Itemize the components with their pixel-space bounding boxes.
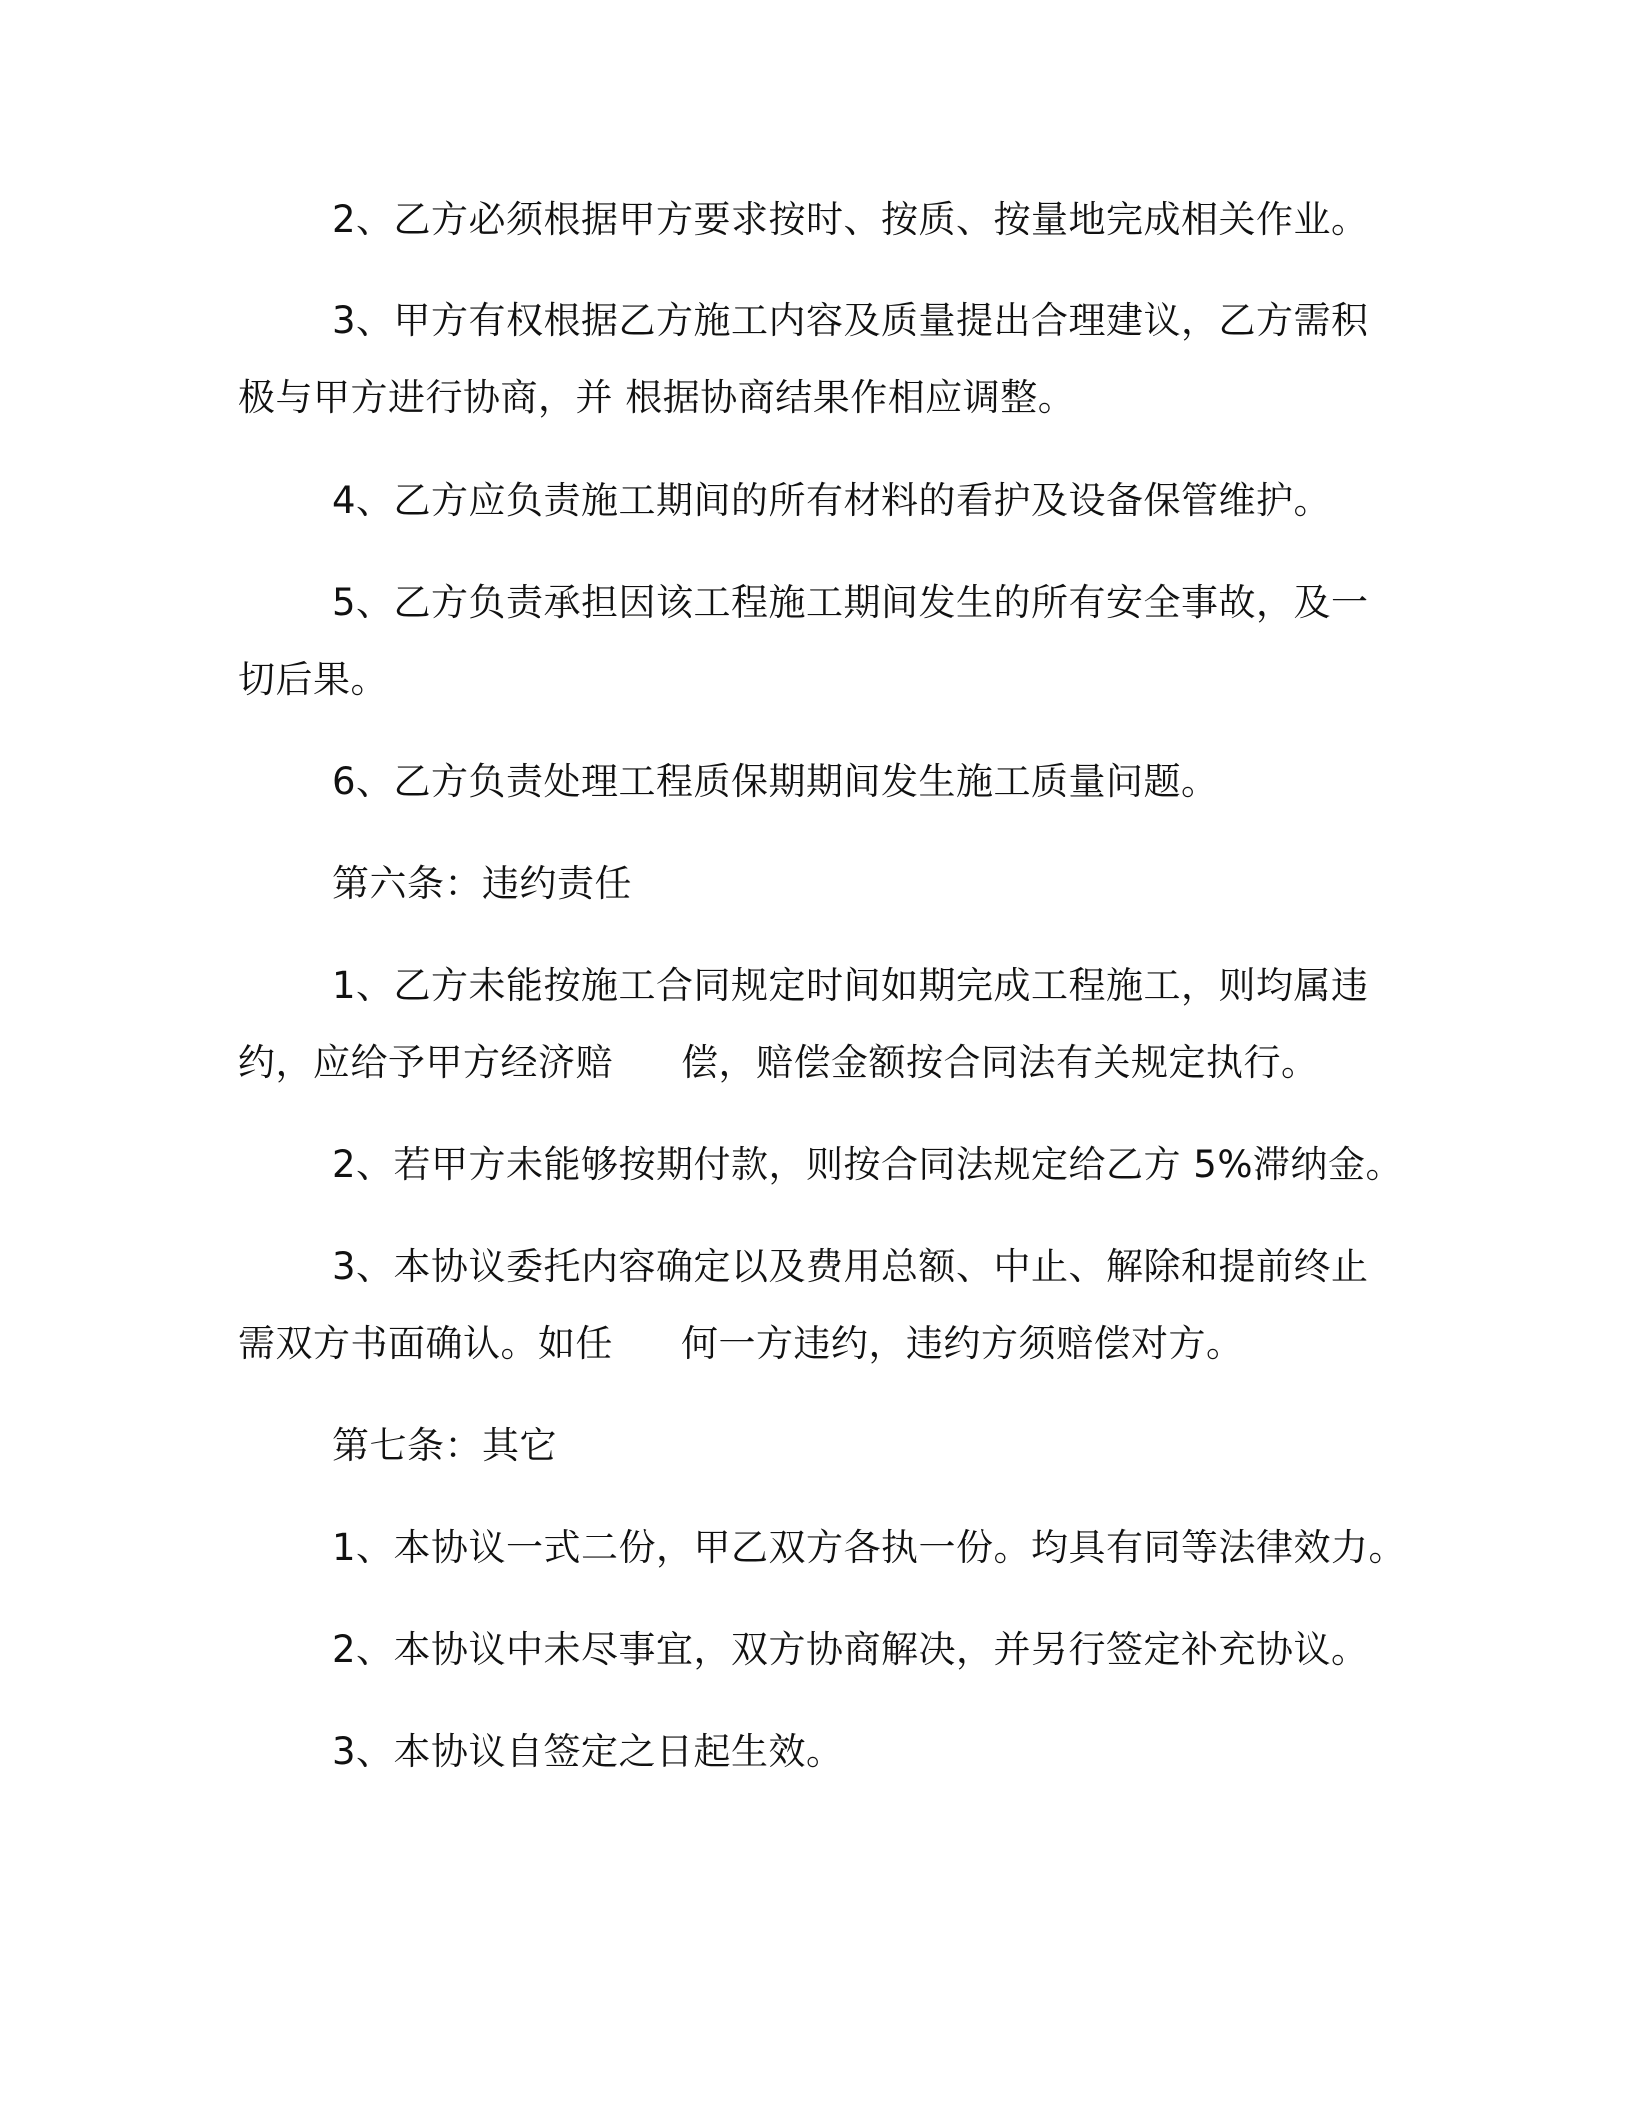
- article-7-item-3: 3、本协议自签定之日起生效。: [332, 1730, 844, 1773]
- article-7-heading: 第七条：其它: [332, 1424, 557, 1467]
- clause-5-item-5-line-2: 切后果。: [238, 658, 388, 701]
- article-6-heading: 第六条：违约责任: [332, 862, 632, 905]
- article-6-item-1-line-2-part-2: 偿，赔偿金额按合同法有关规定执行。: [681, 1041, 1319, 1084]
- clause-5-item-3-line-1: 3、甲方有权根据乙方施工内容及质量提出合理建议，乙方需积: [332, 299, 1369, 342]
- article-7-item-1: 1、本协议一式二份，甲乙双方各执一份。均具有同等法律效力。: [332, 1526, 1407, 1569]
- clause-5-item-6: 6、乙方负责处理工程质保期期间发生施工质量问题。: [332, 760, 1219, 803]
- article-6-item-1-line-2: [238, 1039, 1319, 1087]
- clause-5-item-2: 2、乙方必须根据甲方要求按时、按质、按量地完成相关作业。: [332, 198, 1369, 241]
- clause-5-item-4: 4、乙方应负责施工期间的所有材料的看护及设备保管维护。: [332, 479, 1332, 522]
- article-6-item-3-line-2-part-2: 何一方违约，违约方须赔偿对方。: [681, 1322, 1244, 1365]
- article-6-item-3-line-2: [238, 1320, 1244, 1368]
- article-6-item-1-line-1: 1、乙方未能按施工合同规定时间如期完成工程施工，则均属违: [332, 964, 1369, 1007]
- article-6-item-3-line-2-part-1: 需双方书面确认。如任: [238, 1322, 613, 1365]
- article-6-item-2: 2、若甲方未能够按期付款，则按合同法规定给乙方 5%滞纳金。: [332, 1143, 1403, 1186]
- article-7-item-2: 2、本协议中未尽事宜，双方协商解决，并另行签定补充协议。: [332, 1628, 1369, 1671]
- clause-5-item-3-line-2: 极与甲方进行协商，并 根据协商结果作相应调整。: [238, 376, 1076, 419]
- article-6-item-1-line-2-part-1: 约，应给予甲方经济赔: [238, 1041, 613, 1084]
- article-6-item-3-line-1: 3、本协议委托内容确定以及费用总额、中止、解除和提前终止: [332, 1245, 1369, 1288]
- clause-5-item-5-line-1: 5、乙方负责承担因该工程施工期间发生的所有安全事故，及一: [332, 581, 1369, 624]
